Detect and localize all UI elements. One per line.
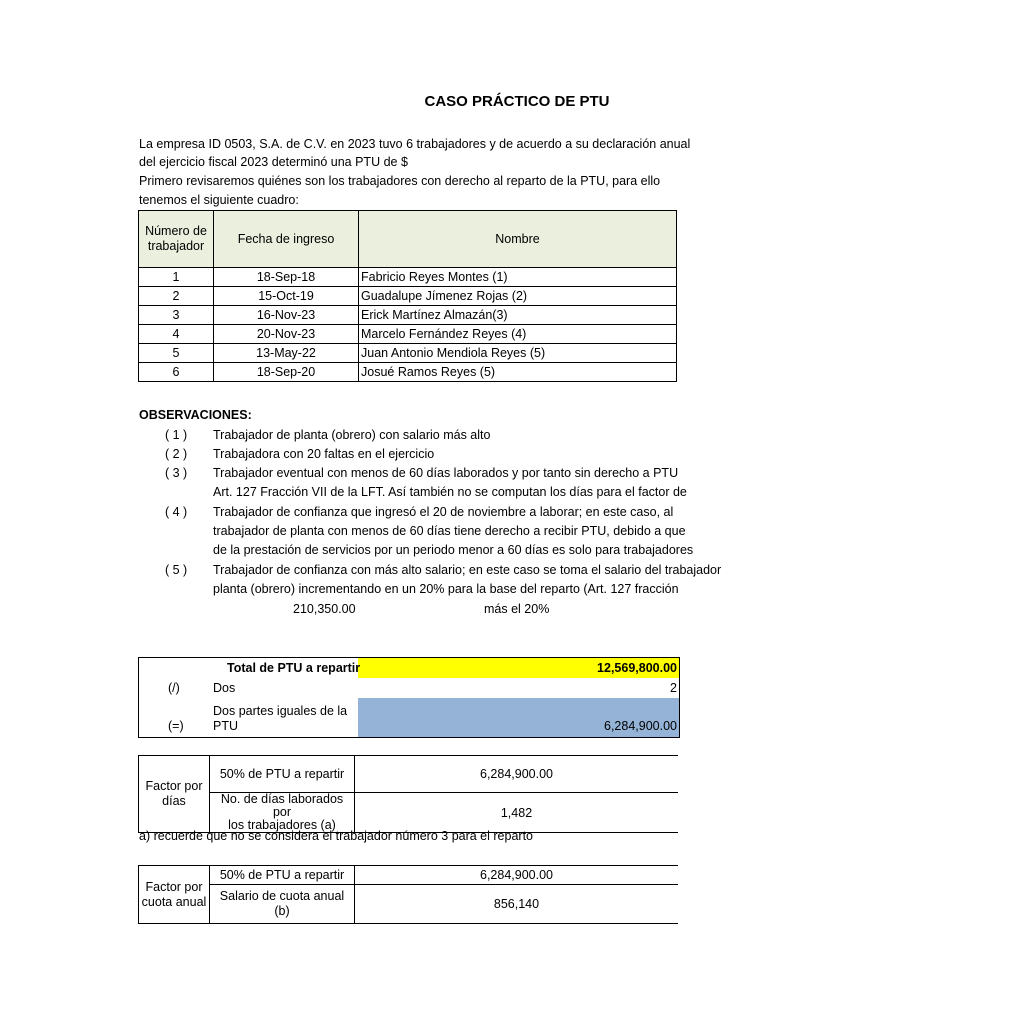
table-row — [139, 793, 679, 833]
employees-table — [138, 210, 677, 382]
factor-days-row2-label-1: No. de días laborados por — [220, 792, 344, 819]
page-title: CASO PRÁCTICO DE PTU — [424, 93, 610, 110]
table-row — [139, 885, 679, 924]
factor-salary-row1-label: 50% de PTU a repartir — [210, 866, 355, 885]
cell-num: 5 — [139, 344, 214, 363]
table-row — [139, 344, 677, 363]
factor-salary-row1-value: 6,284,900.00 — [355, 866, 679, 885]
table-row — [139, 306, 677, 325]
header-fecha: Fecha de ingreso — [214, 211, 359, 268]
cell-name: Marcelo Fernández Reyes (4) — [359, 325, 677, 344]
obs-text-3-1: Trabajador eventual con menos de 60 días laborados y por tanto sin derecho a PTU — [213, 466, 679, 480]
divide-symbol: (/) — [168, 681, 180, 695]
total-value: 12,569,800.00 — [597, 661, 677, 675]
obs-text-4-3: de la prestación de servicios por un periodo menor a 60 días es solo para trabajadores — [213, 543, 694, 557]
factor-days-row2-label-2: los trabajadores (a) — [228, 818, 336, 832]
obs-num-5: ( 5 ) — [165, 563, 188, 577]
obs-num-3: ( 3 ) — [165, 466, 188, 480]
obs-text-5-2: planta (obrero) incrementando en un 20% para la base del reparto (Art. 127 fracción — [213, 582, 679, 596]
intro-line-4: tenemos el siguiente cuadro: — [139, 193, 299, 207]
ptu-split-box — [138, 657, 680, 738]
salary-value: 210,350.00 — [293, 602, 356, 616]
cell-name: Juan Antonio Mendiola Reyes (5) — [359, 344, 677, 363]
cell-name: Josué Ramos Reyes (5) — [359, 363, 677, 382]
factor-days-row2-label — [210, 793, 355, 833]
cell-num: 4 — [139, 325, 214, 344]
table-row — [139, 287, 677, 306]
table-row — [139, 268, 677, 287]
cell-name: Erick Martínez Almazán(3) — [359, 306, 677, 325]
table-row — [139, 756, 679, 793]
total-label: Total de PTU a repartir — [227, 661, 361, 675]
table-row — [139, 363, 677, 382]
intro-line-1: La empresa ID 0503, S.A. de C.V. en 2023 tuvo 6 trabajadores y de acuerdo a su declaración anual — [139, 137, 691, 151]
intro-line-2: del ejercicio fiscal 2023 determinó una PTU de $ — [139, 155, 408, 169]
factor-days-label — [139, 756, 210, 833]
note-a: a) recuerde que no se considera el trabajador número 3 para el reparto — [139, 829, 533, 843]
divide-label: Dos — [213, 681, 236, 695]
cell-num: 3 — [139, 306, 214, 325]
factor-days-row2-value: 1,482 — [355, 793, 679, 833]
obs-text-5-1: Trabajador de confianza con más alto salario; en este caso se toma el salario del trabajador — [213, 563, 722, 577]
factor-salary-label — [139, 866, 210, 924]
cell-name: Guadalupe Jímenez Rojas (2) — [359, 287, 677, 306]
factor-salary-row2-label-2: (b) — [274, 904, 290, 918]
obs-text-2-1: Trabajadora con 20 faltas en el ejercicio — [213, 447, 435, 461]
header-numero: Número de trabajador — [139, 211, 214, 268]
cell-num: 1 — [139, 268, 214, 287]
factor-salary-label-2: cuota anual — [141, 894, 207, 909]
factor-days-label-1: Factor por — [145, 779, 203, 793]
employees-header-row — [139, 211, 677, 268]
obs-text-4-1: Trabajador de confianza que ingresó el 20 de noviembre a laborar; en este caso, al — [213, 505, 674, 519]
factor-days-row1-value: 6,284,900.00 — [355, 756, 679, 793]
header-nombre: Nombre — [359, 211, 677, 268]
factor-salary-row2-value: 856,140 — [355, 885, 679, 924]
equal-value: 6,284,900.00 — [604, 719, 677, 733]
intro-line-3: Primero revisaremos quiénes son los trabajadores con derecho al reparto de la PTU, para ello — [139, 174, 661, 188]
equal-label-2: PTU — [213, 719, 238, 733]
obs-num-4: ( 4 ) — [165, 505, 188, 519]
observations-title: OBSERVACIONES: — [139, 408, 252, 422]
factor-salary-row2-label — [210, 885, 355, 924]
factor-salary-row2-label-1: Salario de cuota anual — [219, 889, 345, 903]
cell-date: 20-Nov-23 — [214, 325, 359, 344]
cell-num: 6 — [139, 363, 214, 382]
factor-salary-table — [138, 865, 678, 924]
cell-num: 2 — [139, 287, 214, 306]
divide-value: 2 — [670, 681, 677, 695]
salary-note: más el 20% — [484, 602, 550, 616]
factor-salary-label-1: Factor por — [145, 879, 203, 894]
obs-text-3-2: Art. 127 Fracción VII de la LFT. Así también no se computan los días para el factor de — [213, 485, 687, 499]
cell-name: Fabricio Reyes Montes (1) — [359, 268, 677, 287]
cell-date: 15-Oct-19 — [214, 287, 359, 306]
factor-days-row1-label: 50% de PTU a repartir — [210, 756, 355, 793]
obs-text-4-2: trabajador de planta con menos de 60 días tiene derecho a recibir PTU, debido a que — [213, 524, 686, 538]
cell-date: 13-May-22 — [214, 344, 359, 363]
factor-days-table — [138, 755, 678, 833]
equal-symbol: (=) — [168, 719, 184, 733]
cell-date: 18-Sep-18 — [214, 268, 359, 287]
table-row — [139, 325, 677, 344]
cell-date: 18-Sep-20 — [214, 363, 359, 382]
obs-text-1-1: Trabajador de planta (obrero) con salario más alto — [213, 428, 491, 442]
obs-num-2: ( 2 ) — [165, 447, 188, 461]
obs-num-1: ( 1 ) — [165, 428, 188, 442]
cell-date: 16-Nov-23 — [214, 306, 359, 325]
table-row — [139, 866, 679, 885]
factor-days-label-2: días — [162, 794, 186, 808]
equal-label-1: Dos partes iguales de la — [213, 704, 348, 718]
